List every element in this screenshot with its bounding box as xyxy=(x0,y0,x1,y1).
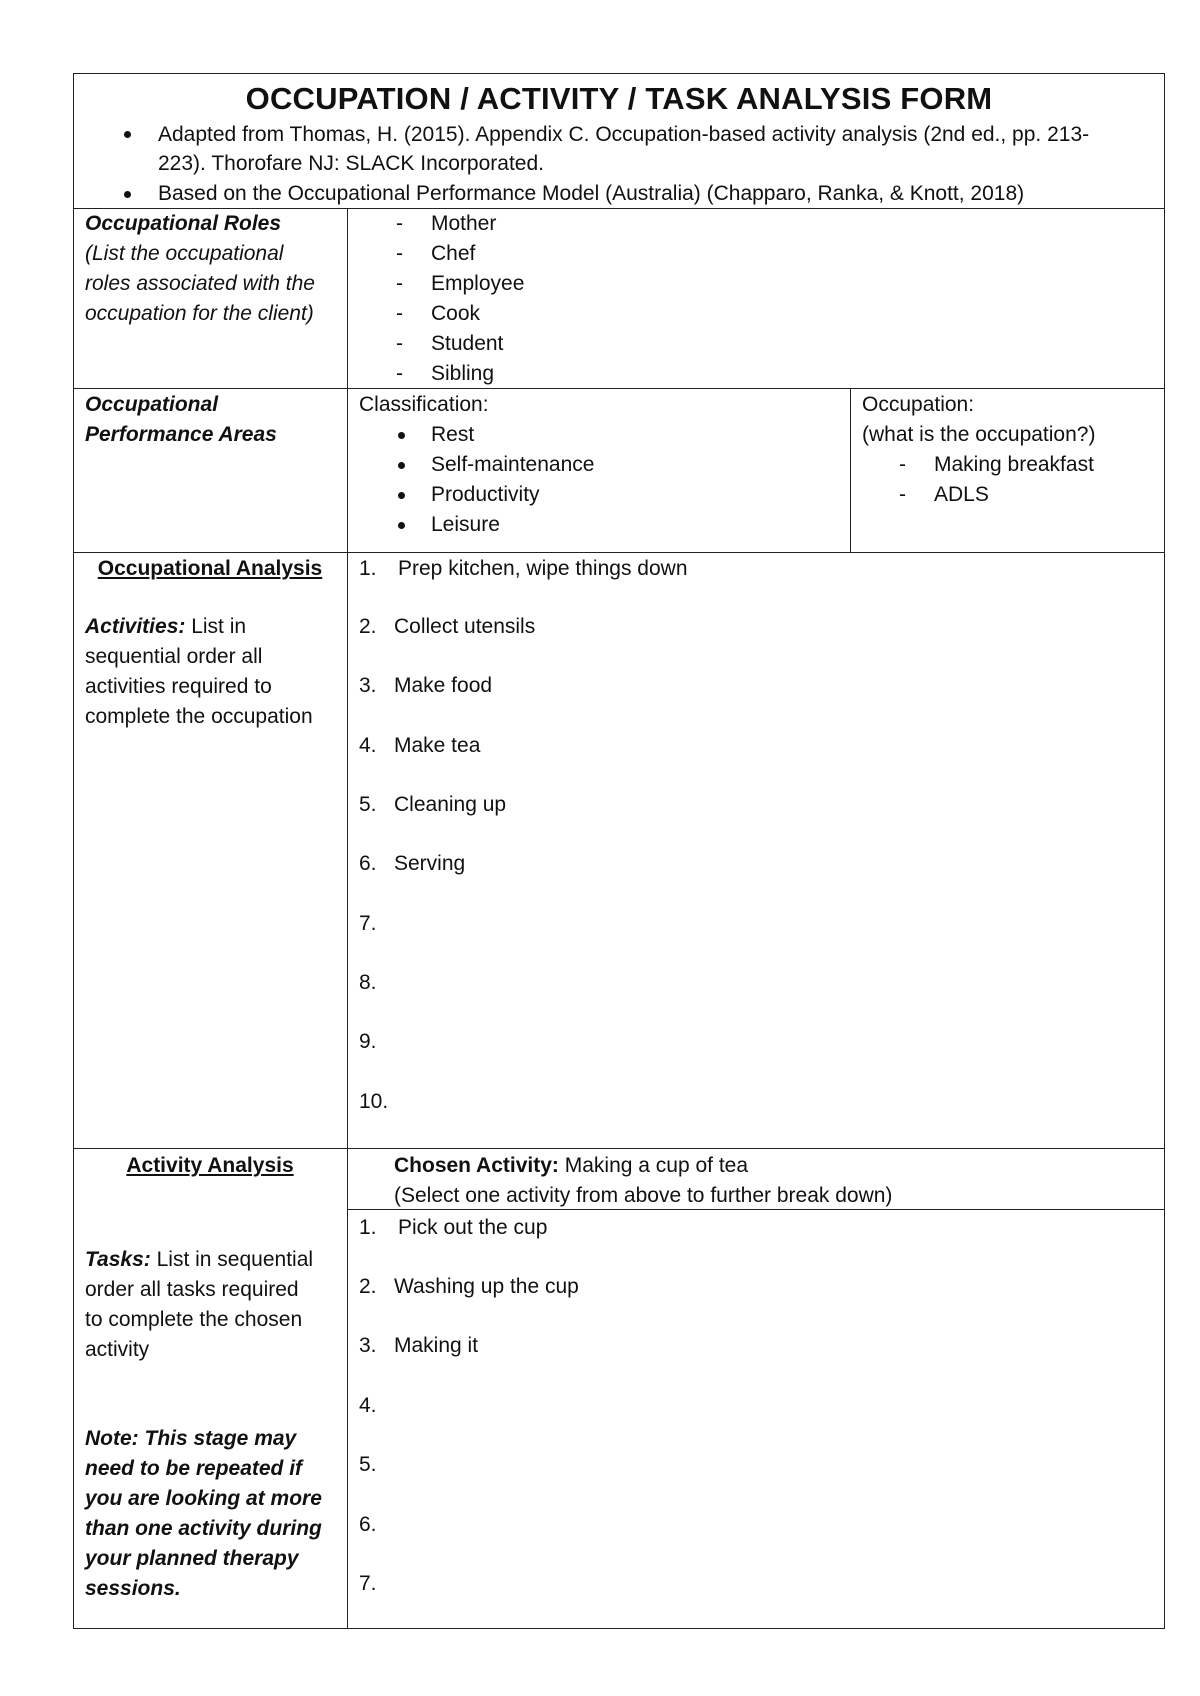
dash-icon: - xyxy=(899,453,906,476)
task-number: 3. xyxy=(359,1334,377,1357)
activities-label: Activities: xyxy=(85,615,186,638)
note-line: than one activity during xyxy=(85,1517,322,1540)
areas-label-line: Occupational xyxy=(85,393,219,416)
tasks-desc-line: order all tasks required xyxy=(85,1278,299,1301)
classification-label: Classification: xyxy=(359,393,489,416)
dash-icon: - xyxy=(396,212,403,235)
roles-label: Occupational Roles xyxy=(85,212,282,235)
classification-item: Self-maintenance xyxy=(431,453,595,476)
occupation-item: Making breakfast xyxy=(934,453,1094,476)
task-number: 4. xyxy=(359,1394,377,1417)
occupation-label: Occupation: xyxy=(862,393,975,416)
bullet-icon xyxy=(398,462,405,469)
dash-icon: - xyxy=(396,362,403,385)
activities-desc-line: sequential order all xyxy=(85,645,263,668)
tasks-label: Tasks: xyxy=(85,1248,151,1271)
dash-icon: - xyxy=(396,302,403,325)
activity-item: Collect utensils xyxy=(394,615,536,638)
chosen-activity xyxy=(394,1151,748,1181)
note-line: sessions. xyxy=(85,1577,181,1600)
activity-item: Prep kitchen, wipe things down xyxy=(398,557,688,580)
task-number: 1. xyxy=(359,1216,377,1239)
task-item: Pick out the cup xyxy=(398,1216,548,1239)
activity-number: 7. xyxy=(359,912,377,935)
activity-number: 4. xyxy=(359,734,377,757)
dash-icon: - xyxy=(396,272,403,295)
chosen-activity-label: Chosen Activity: xyxy=(394,1154,559,1177)
activity-number: 1. xyxy=(359,557,377,580)
note-line: you are looking at more xyxy=(85,1487,322,1510)
bullet-icon xyxy=(398,492,405,499)
note-line: need to be repeated if xyxy=(85,1457,303,1480)
tasks-desc-line: activity xyxy=(85,1338,150,1361)
source-note-line2: 223). Thorofare NJ: SLACK Incorporated. xyxy=(158,152,544,175)
activity-number: 5. xyxy=(359,793,377,816)
role-item: Cook xyxy=(431,302,481,325)
task-number: 2. xyxy=(359,1275,377,1298)
activity-number: 3. xyxy=(359,674,377,697)
activity-item: Cleaning up xyxy=(394,793,507,816)
activities-desc-line: activities required to xyxy=(85,675,272,698)
chosen-activity-instruction: (Select one activity from above to further break down) xyxy=(394,1184,893,1207)
occupational-analysis-heading: Occupational Analysis xyxy=(97,557,323,580)
occupation-item: ADLS xyxy=(934,483,989,506)
task-item: Washing up the cup xyxy=(394,1275,579,1298)
activity-item: Serving xyxy=(394,852,466,875)
activity-analysis-heading: Activity Analysis xyxy=(126,1154,294,1177)
role-item: Chef xyxy=(431,242,476,265)
role-item: Sibling xyxy=(431,362,495,385)
note-line: your planned therapy xyxy=(85,1547,299,1570)
tasks-desc-line1 xyxy=(85,1245,313,1275)
classification-item: Productivity xyxy=(431,483,540,506)
role-item: Mother xyxy=(431,212,497,235)
bullet-icon xyxy=(398,432,405,439)
dash-icon: - xyxy=(396,242,403,265)
tasks-desc-text: List in sequential xyxy=(150,1248,314,1271)
classification-item: Leisure xyxy=(431,513,500,536)
note-line: Note: This stage may xyxy=(85,1427,297,1450)
activities-desc-text: List in xyxy=(185,615,247,638)
dash-icon: - xyxy=(899,483,906,506)
activity-item: Make tea xyxy=(394,734,481,757)
roles-desc-line: occupation for the client) xyxy=(85,302,314,325)
activities-desc-line1 xyxy=(85,612,246,642)
dash-icon: - xyxy=(396,332,403,355)
roles-desc-line: roles associated with the xyxy=(85,272,315,295)
column-divider-occupation xyxy=(850,388,851,552)
classification-item: Rest xyxy=(431,423,475,446)
task-number: 5. xyxy=(359,1453,377,1476)
bullet-icon xyxy=(398,522,405,529)
page-title: OCCUPATION / ACTIVITY / TASK ANALYSIS FORM xyxy=(245,81,993,116)
activities-desc-line: complete the occupation xyxy=(85,705,313,728)
bullet-icon xyxy=(124,191,131,198)
activity-number: 6. xyxy=(359,852,377,875)
tasks-desc-line: to complete the chosen xyxy=(85,1308,303,1331)
divider-areas xyxy=(73,552,1165,553)
task-number: 6. xyxy=(359,1513,377,1536)
column-divider xyxy=(347,208,348,1629)
role-item: Student xyxy=(431,332,504,355)
model-note: Based on the Occupational Performance Model (Australia) (Chapparo, Ranka, & Knott, 2018) xyxy=(158,182,1025,205)
activity-number: 8. xyxy=(359,971,377,994)
activity-number: 2. xyxy=(359,615,377,638)
chosen-activity-value: Making a cup of tea xyxy=(558,1154,749,1177)
areas-label-line: Performance Areas xyxy=(85,423,277,446)
task-item: Making it xyxy=(394,1334,479,1357)
activity-number: 9. xyxy=(359,1030,377,1053)
occupation-prompt: (what is the occupation?) xyxy=(862,423,1096,446)
task-number: 7. xyxy=(359,1572,377,1595)
role-item: Employee xyxy=(431,272,525,295)
source-note-line1: Adapted from Thomas, H. (2015). Appendix C. Occupation-based activity analysis (2nd ed., pp. 213- xyxy=(158,123,1090,146)
divider-occupational-analysis xyxy=(73,1148,1165,1149)
bullet-icon xyxy=(124,131,131,138)
activity-item: Make food xyxy=(394,674,493,697)
divider-roles xyxy=(73,388,1165,389)
activity-number: 10. xyxy=(359,1090,389,1113)
roles-desc-line: (List the occupational xyxy=(85,242,284,265)
